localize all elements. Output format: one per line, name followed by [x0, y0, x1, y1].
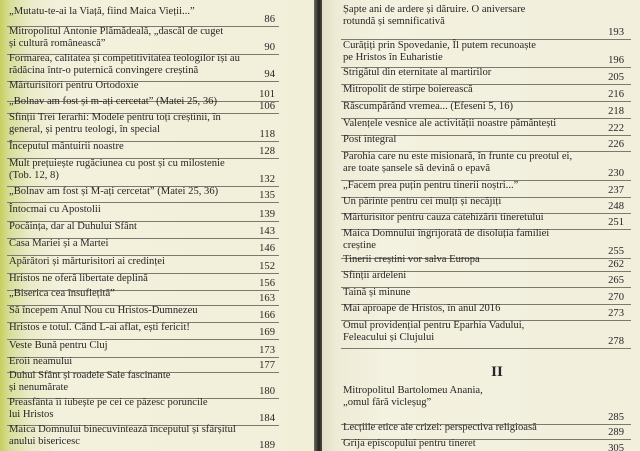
- toc-entry-title: Veste Bună pentru Cluj: [9, 340, 108, 351]
- toc-entry-title: Sfinții Trei Ierarhi: Modele pentru toți creștinii, în general, și pentru teologi, în special: [9, 112, 221, 135]
- left-page: [0, 0, 316, 451]
- toc-entry-page-number: 270: [608, 292, 624, 303]
- toc-entry-page-number: 285: [608, 412, 624, 423]
- toc-entry-page-number: 146: [259, 243, 275, 254]
- toc-entry-title: „Biserica cea însuflețită”: [9, 288, 115, 299]
- toc-entry-title: Mărturisitor pentru cauza catehizării tineretului: [343, 212, 544, 223]
- toc-entry-title: Tinerii creștini vor salva Europa: [343, 254, 480, 265]
- toc-entry-page-number: 118: [259, 129, 275, 140]
- toc-entry-title: Post integral: [343, 134, 397, 145]
- toc-entry-title: Omul providențial pentru Eparhia Vadului, Feleacului și Clujului: [343, 320, 525, 343]
- toc-entry-page-number: 278: [608, 336, 624, 347]
- toc-entry-title: Mitropolitul Antonie Plămădeală, „dascăl de cuget și cultură românească”: [9, 26, 224, 49]
- toc-entry-title: Apărători și mărturisitori ai credinței: [9, 256, 165, 267]
- toc-entry-page-number: 106: [259, 101, 275, 112]
- toc-entry-page-number: 156: [259, 278, 275, 289]
- toc-entry-title: Lecțiile etice ale crizei: perspectiva religioasă: [343, 422, 537, 433]
- toc-entry-title: Pocăința, dar al Duhului Sfânt: [9, 221, 137, 232]
- toc-entry-page-number: 152: [259, 261, 275, 272]
- toc-entry-page-number: 132: [259, 174, 275, 185]
- toc-entry-title: Mitropolitul Bartolomeu Anania, „omul fără vicleșug”: [343, 385, 483, 408]
- toc-entry-title: Eroii neamului: [9, 356, 73, 367]
- toc-entry-title: Întocmai cu Apostolii: [9, 204, 101, 215]
- toc-entry-page-number: 255: [608, 246, 624, 257]
- toc-entry-page-number: 230: [608, 168, 624, 179]
- toc-entry-page-number: 135: [259, 190, 275, 201]
- toc-entry-page-number: 237: [608, 185, 624, 196]
- toc-entry-title: Strigătul din eternitate al martirilor: [343, 67, 492, 78]
- toc-entry-page-number: 218: [608, 106, 624, 117]
- toc-entry-page-number: 305: [608, 443, 624, 451]
- toc-entry-page-number: 101: [259, 89, 275, 100]
- toc-entry-title: Duhul Sfânt și roadele Sale fascinante și nenumărate: [9, 370, 171, 393]
- toc-entry-title: Curățiți prin Spovedanie, Îl putem recunoaște pe Hristos în Euharistie: [343, 40, 536, 63]
- toc-entry-page-number: 273: [608, 308, 624, 319]
- toc-entry-title: Maica Domnului binecuvintează începutul și sfârșitul anului bisericesc: [9, 424, 236, 447]
- toc-divider: [341, 348, 631, 349]
- toc-entry-page-number: 226: [608, 139, 624, 150]
- toc-entry-page-number: 90: [264, 42, 275, 53]
- toc-entry-page-number: 166: [259, 310, 275, 321]
- toc-entry-page-number: 222: [608, 123, 624, 134]
- toc-entry-title: Să începem Anul Nou cu Hristos-Dumnezeu: [9, 305, 198, 316]
- toc-entry-title: Hristos e totul. Când L-ai aflat, ești fericit!: [9, 322, 190, 333]
- toc-entry-title: Mărturisitori pentru Ortodoxie: [9, 80, 139, 91]
- toc-entry-title: Casa Mariei și a Martei: [9, 238, 109, 249]
- toc-entry-page-number: 189: [259, 440, 275, 451]
- toc-entry-page-number: 169: [259, 327, 275, 338]
- toc-entry-page-number: 251: [608, 217, 624, 228]
- toc-entry-title: Șapte ani de ardere și dăruire. O aniversare rotundă și semnificativă: [343, 4, 526, 27]
- toc-entry-page-number: 184: [259, 413, 275, 424]
- toc-divider: [7, 202, 279, 203]
- toc-entry-title: „Bolnav am fost și m-ați cercetat” (Matei 25, 36): [9, 96, 217, 107]
- toc-entry-title: Formarea, calitatea și competitivitatea teologilor își au rădăcina într-o puternică convingere creștină: [9, 53, 240, 76]
- section-numeral: II: [491, 364, 503, 380]
- toc-entry-page-number: 193: [608, 27, 624, 38]
- toc-entry-page-number: 86: [264, 14, 275, 25]
- toc-entry-page-number: 180: [259, 386, 275, 397]
- toc-entry-page-number: 143: [259, 226, 275, 237]
- toc-entry-title: Hristos ne oferă libertate deplină: [9, 273, 148, 284]
- toc-entry-page-number: 248: [608, 201, 624, 212]
- toc-entry-page-number: 289: [608, 427, 624, 438]
- toc-entry-title: Maica Domnului îngrijorată de disoluția familiei creștine: [343, 228, 550, 251]
- toc-entry-title: Taină și minune: [343, 287, 411, 298]
- toc-entry-title: „Bolnav am fost și M-ați cercetat” (Matei 25, 36): [9, 186, 219, 197]
- toc-entry-title: Sfinții ardeleni: [343, 270, 407, 281]
- toc-entry-title: Preasfânta îi iubește pe cei ce păzesc poruncile lui Hristos: [9, 397, 208, 420]
- toc-entry-title: Mai aproape de Hristos, în anul 2016: [343, 303, 501, 314]
- toc-entry-title: Un părinte pentru cei mulți și necăjiți: [343, 196, 502, 207]
- toc-entry-title: Valențele vesnice ale activității noastre pământești: [343, 118, 557, 129]
- toc-entry-page-number: 205: [608, 72, 624, 83]
- toc-entry-title: Începutul mântuirii noastre: [9, 141, 124, 152]
- toc-entry-page-number: 139: [259, 209, 275, 220]
- toc-entry-page-number: 265: [608, 275, 624, 286]
- toc-entry-page-number: 173: [259, 345, 275, 356]
- toc-entry-title: Parohia care nu este misionară, în frunte cu preotul ei, are toate șansele să devină o epavă: [343, 151, 573, 174]
- toc-entry-page-number: 128: [259, 146, 275, 157]
- toc-entry-title: Grija episcopului pentru tineret: [343, 438, 476, 449]
- toc-entry-page-number: 94: [264, 69, 275, 80]
- toc-entry-title: „Mutatu-te-ai la Viață, fiind Maica Vieții...”: [9, 6, 195, 17]
- toc-entry-title: Mult prețuiește rugăciunea cu post și cu milostenie (Tob. 12, 8): [9, 158, 225, 181]
- toc-entry-page-number: 216: [608, 89, 624, 100]
- toc-entry-title: Mitropolit de stirpe boierească: [343, 84, 473, 95]
- right-page: [322, 0, 640, 451]
- toc-entry-title: Răscumpărând vremea... (Efeseni 5, 16): [343, 101, 514, 112]
- toc-entry-page-number: 196: [608, 55, 624, 66]
- toc-entry-page-number: 262: [608, 259, 624, 270]
- toc-entry-title: „Facem prea puțin pentru tinerii noștri...”: [343, 180, 519, 191]
- toc-entry-page-number: 163: [259, 293, 275, 304]
- toc-entry-page-number: 177: [259, 360, 275, 371]
